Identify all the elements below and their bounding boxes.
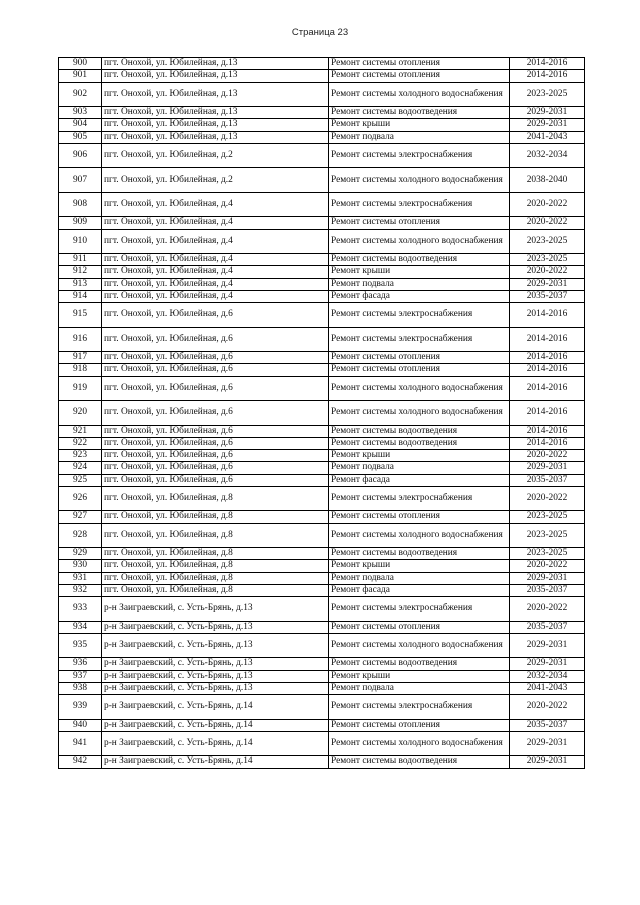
address-cell: р-н Заиграевский, с. Усть-Брянь, д.13 xyxy=(102,658,329,670)
address-cell: пгт. Онохой, ул. Юбилейная, д.4 xyxy=(102,278,329,290)
period-cell: 2023-2025 xyxy=(510,511,585,523)
period-cell: 2014-2016 xyxy=(510,401,585,426)
row-number: 935 xyxy=(59,633,102,658)
row-number: 924 xyxy=(59,462,102,474)
work-type-cell: Ремонт крыши xyxy=(329,119,510,131)
table-row xyxy=(59,327,585,352)
work-type-cell: Ремонт системы электроснабжения xyxy=(329,695,510,720)
work-type-cell: Ремонт фасада xyxy=(329,584,510,596)
table-row xyxy=(59,119,585,131)
period-cell: 2029-2031 xyxy=(510,633,585,658)
row-number: 919 xyxy=(59,376,102,401)
table-row xyxy=(59,192,585,217)
period-cell: 2041-2043 xyxy=(510,682,585,694)
period-cell: 2014-2016 xyxy=(510,327,585,352)
row-number: 938 xyxy=(59,682,102,694)
repair-schedule-table xyxy=(58,57,585,769)
work-type-cell: Ремонт системы холодного водоснабжения xyxy=(329,229,510,254)
table-row xyxy=(59,572,585,584)
table-row xyxy=(59,548,585,560)
period-cell: 2023-2025 xyxy=(510,548,585,560)
table-body xyxy=(59,58,585,769)
work-type-cell: Ремонт системы холодного водоснабжения xyxy=(329,523,510,548)
address-cell: р-н Заиграевский, с. Усть-Брянь, д.13 xyxy=(102,670,329,682)
period-cell: 2029-2031 xyxy=(510,731,585,756)
row-number: 933 xyxy=(59,597,102,622)
work-type-cell: Ремонт системы водоотведения xyxy=(329,107,510,119)
address-cell: пгт. Онохой, ул. Юбилейная, д.2 xyxy=(102,143,329,168)
table-row xyxy=(59,756,585,768)
address-cell: пгт. Онохой, ул. Юбилейная, д.6 xyxy=(102,425,329,437)
table-row xyxy=(59,695,585,720)
work-type-cell: Ремонт крыши xyxy=(329,670,510,682)
work-type-cell: Ремонт системы отопления xyxy=(329,58,510,70)
address-cell: пгт. Онохой, ул. Юбилейная, д.8 xyxy=(102,523,329,548)
address-cell: пгт. Онохой, ул. Юбилейная, д.4 xyxy=(102,229,329,254)
page-number-header: Страница 23 xyxy=(291,27,349,38)
period-cell: 2029-2031 xyxy=(510,119,585,131)
address-cell: пгт. Онохой, ул. Юбилейная, д.4 xyxy=(102,192,329,217)
period-cell: 2020-2022 xyxy=(510,486,585,511)
table-row xyxy=(59,682,585,694)
period-cell: 2020-2022 xyxy=(510,217,585,229)
row-number: 917 xyxy=(59,352,102,364)
table-row xyxy=(59,474,585,486)
row-number: 929 xyxy=(59,548,102,560)
work-type-cell: Ремонт системы электроснабжения xyxy=(329,597,510,622)
row-number: 912 xyxy=(59,266,102,278)
work-type-cell: Ремонт фасада xyxy=(329,474,510,486)
table-row xyxy=(59,290,585,302)
work-type-cell: Ремонт системы электроснабжения xyxy=(329,303,510,328)
table-row xyxy=(59,352,585,364)
period-cell: 2029-2031 xyxy=(510,658,585,670)
work-type-cell: Ремонт системы водоотведения xyxy=(329,756,510,768)
row-number: 909 xyxy=(59,217,102,229)
address-cell: пгт. Онохой, ул. Юбилейная, д.8 xyxy=(102,584,329,596)
address-cell: пгт. Онохой, ул. Юбилейная, д.6 xyxy=(102,450,329,462)
row-number: 939 xyxy=(59,695,102,720)
row-number: 942 xyxy=(59,756,102,768)
period-cell: 2020-2022 xyxy=(510,597,585,622)
work-type-cell: Ремонт системы холодного водоснабжения xyxy=(329,376,510,401)
address-cell: пгт. Онохой, ул. Юбилейная, д.2 xyxy=(102,168,329,193)
table-row xyxy=(59,364,585,376)
work-type-cell: Ремонт системы холодного водоснабжения xyxy=(329,401,510,426)
table-row xyxy=(59,70,585,82)
row-number: 914 xyxy=(59,290,102,302)
table-row xyxy=(59,401,585,426)
row-number: 926 xyxy=(59,486,102,511)
period-cell: 2035-2037 xyxy=(510,474,585,486)
table-row xyxy=(59,278,585,290)
period-cell: 2020-2022 xyxy=(510,192,585,217)
table-row xyxy=(59,462,585,474)
address-cell: пгт. Онохой, ул. Юбилейная, д.6 xyxy=(102,352,329,364)
table-row xyxy=(59,658,585,670)
table-row xyxy=(59,58,585,70)
row-number: 936 xyxy=(59,658,102,670)
table-row xyxy=(59,229,585,254)
row-number: 905 xyxy=(59,131,102,143)
work-type-cell: Ремонт системы водоотведения xyxy=(329,437,510,449)
period-cell: 2014-2016 xyxy=(510,58,585,70)
table-row xyxy=(59,266,585,278)
work-type-cell: Ремонт системы отопления xyxy=(329,70,510,82)
work-type-cell: Ремонт подвала xyxy=(329,682,510,694)
period-cell: 2038-2040 xyxy=(510,168,585,193)
table-row xyxy=(59,731,585,756)
address-cell: пгт. Онохой, ул. Юбилейная, д.13 xyxy=(102,82,329,107)
address-cell: р-н Заиграевский, с. Усть-Брянь, д.13 xyxy=(102,682,329,694)
row-number: 907 xyxy=(59,168,102,193)
address-cell: пгт. Онохой, ул. Юбилейная, д.13 xyxy=(102,119,329,131)
address-cell: пгт. Онохой, ул. Юбилейная, д.8 xyxy=(102,511,329,523)
row-number: 903 xyxy=(59,107,102,119)
work-type-cell: Ремонт системы водоотведения xyxy=(329,425,510,437)
work-type-cell: Ремонт системы электроснабжения xyxy=(329,327,510,352)
table-row xyxy=(59,217,585,229)
table-row xyxy=(59,254,585,266)
row-number: 922 xyxy=(59,437,102,449)
row-number: 940 xyxy=(59,719,102,731)
work-type-cell: Ремонт системы отопления xyxy=(329,364,510,376)
address-cell: пгт. Онохой, ул. Юбилейная, д.6 xyxy=(102,327,329,352)
address-cell: пгт. Онохой, ул. Юбилейная, д.4 xyxy=(102,217,329,229)
work-type-cell: Ремонт подвала xyxy=(329,131,510,143)
address-cell: пгт. Онохой, ул. Юбилейная, д.4 xyxy=(102,290,329,302)
address-cell: пгт. Онохой, ул. Юбилейная, д.8 xyxy=(102,548,329,560)
work-type-cell: Ремонт подвала xyxy=(329,572,510,584)
period-cell: 2014-2016 xyxy=(510,70,585,82)
work-type-cell: Ремонт системы электроснабжения xyxy=(329,486,510,511)
work-type-cell: Ремонт системы отопления xyxy=(329,217,510,229)
row-number: 923 xyxy=(59,450,102,462)
address-cell: р-н Заиграевский, с. Усть-Брянь, д.13 xyxy=(102,621,329,633)
work-type-cell: Ремонт подвала xyxy=(329,462,510,474)
period-cell: 2023-2025 xyxy=(510,523,585,548)
period-cell: 2029-2031 xyxy=(510,572,585,584)
address-cell: пгт. Онохой, ул. Юбилейная, д.6 xyxy=(102,474,329,486)
address-cell: пгт. Онохой, ул. Юбилейная, д.6 xyxy=(102,376,329,401)
table-row xyxy=(59,303,585,328)
period-cell: 2029-2031 xyxy=(510,107,585,119)
period-cell: 2023-2025 xyxy=(510,82,585,107)
address-cell: р-н Заиграевский, с. Усть-Брянь, д.14 xyxy=(102,731,329,756)
address-cell: р-н Заиграевский, с. Усть-Брянь, д.14 xyxy=(102,756,329,768)
row-number: 911 xyxy=(59,254,102,266)
period-cell: 2014-2016 xyxy=(510,425,585,437)
address-cell: пгт. Онохой, ул. Юбилейная, д.13 xyxy=(102,107,329,119)
work-type-cell: Ремонт системы отопления xyxy=(329,719,510,731)
table-row xyxy=(59,486,585,511)
row-number: 925 xyxy=(59,474,102,486)
address-cell: р-н Заиграевский, с. Усть-Брянь, д.14 xyxy=(102,719,329,731)
period-cell: 2035-2037 xyxy=(510,621,585,633)
row-number: 913 xyxy=(59,278,102,290)
work-type-cell: Ремонт системы отопления xyxy=(329,511,510,523)
work-type-cell: Ремонт системы холодного водоснабжения xyxy=(329,633,510,658)
table-row xyxy=(59,560,585,572)
table-row xyxy=(59,597,585,622)
work-type-cell: Ремонт системы отопления xyxy=(329,352,510,364)
period-cell: 2020-2022 xyxy=(510,560,585,572)
table-row xyxy=(59,621,585,633)
row-number: 921 xyxy=(59,425,102,437)
period-cell: 2014-2016 xyxy=(510,303,585,328)
table-row xyxy=(59,584,585,596)
table-row xyxy=(59,719,585,731)
work-type-cell: Ремонт системы водоотведения xyxy=(329,548,510,560)
address-cell: пгт. Онохой, ул. Юбилейная, д.8 xyxy=(102,572,329,584)
work-type-cell: Ремонт системы водоотведения xyxy=(329,254,510,266)
work-type-cell: Ремонт подвала xyxy=(329,278,510,290)
work-type-cell: Ремонт системы холодного водоснабжения xyxy=(329,731,510,756)
work-type-cell: Ремонт системы отопления xyxy=(329,621,510,633)
period-cell: 2020-2022 xyxy=(510,266,585,278)
row-number: 901 xyxy=(59,70,102,82)
table-row xyxy=(59,131,585,143)
table-row xyxy=(59,523,585,548)
table-row xyxy=(59,107,585,119)
period-cell: 2014-2016 xyxy=(510,437,585,449)
row-number: 902 xyxy=(59,82,102,107)
period-cell: 2020-2022 xyxy=(510,695,585,720)
table-row xyxy=(59,450,585,462)
work-type-cell: Ремонт фасада xyxy=(329,290,510,302)
address-cell: пгт. Онохой, ул. Юбилейная, д.8 xyxy=(102,560,329,572)
table-row xyxy=(59,670,585,682)
table-row xyxy=(59,511,585,523)
table-row xyxy=(59,82,585,107)
period-cell: 2035-2037 xyxy=(510,719,585,731)
address-cell: р-н Заиграевский, с. Усть-Брянь, д.13 xyxy=(102,633,329,658)
row-number: 934 xyxy=(59,621,102,633)
period-cell: 2014-2016 xyxy=(510,376,585,401)
address-cell: р-н Заиграевский, с. Усть-Брянь, д.13 xyxy=(102,597,329,622)
period-cell: 2020-2022 xyxy=(510,450,585,462)
row-number: 927 xyxy=(59,511,102,523)
period-cell: 2014-2016 xyxy=(510,364,585,376)
address-cell: пгт. Онохой, ул. Юбилейная, д.6 xyxy=(102,303,329,328)
row-number: 906 xyxy=(59,143,102,168)
work-type-cell: Ремонт крыши xyxy=(329,560,510,572)
work-type-cell: Ремонт системы электроснабжения xyxy=(329,192,510,217)
row-number: 904 xyxy=(59,119,102,131)
address-cell: пгт. Онохой, ул. Юбилейная, д.6 xyxy=(102,364,329,376)
row-number: 932 xyxy=(59,584,102,596)
row-number: 920 xyxy=(59,401,102,426)
table-row xyxy=(59,437,585,449)
row-number: 937 xyxy=(59,670,102,682)
row-number: 908 xyxy=(59,192,102,217)
period-cell: 2029-2031 xyxy=(510,756,585,768)
period-cell: 2023-2025 xyxy=(510,229,585,254)
period-cell: 2035-2037 xyxy=(510,584,585,596)
period-cell: 2041-2043 xyxy=(510,131,585,143)
table-row xyxy=(59,633,585,658)
period-cell: 2035-2037 xyxy=(510,290,585,302)
period-cell: 2023-2025 xyxy=(510,254,585,266)
period-cell: 2029-2031 xyxy=(510,278,585,290)
address-cell: пгт. Онохой, ул. Юбилейная, д.4 xyxy=(102,266,329,278)
address-cell: пгт. Онохой, ул. Юбилейная, д.6 xyxy=(102,437,329,449)
address-cell: р-н Заиграевский, с. Усть-Брянь, д.14 xyxy=(102,695,329,720)
address-cell: пгт. Онохой, ул. Юбилейная, д.8 xyxy=(102,486,329,511)
work-type-cell: Ремонт системы электроснабжения xyxy=(329,143,510,168)
row-number: 915 xyxy=(59,303,102,328)
address-cell: пгт. Онохой, ул. Юбилейная, д.13 xyxy=(102,131,329,143)
period-cell: 2032-2034 xyxy=(510,143,585,168)
address-cell: пгт. Онохой, ул. Юбилейная, д.6 xyxy=(102,462,329,474)
address-cell: пгт. Онохой, ул. Юбилейная, д.13 xyxy=(102,58,329,70)
table-row xyxy=(59,376,585,401)
table-row xyxy=(59,425,585,437)
work-type-cell: Ремонт системы холодного водоснабжения xyxy=(329,82,510,107)
period-cell: 2014-2016 xyxy=(510,352,585,364)
period-cell: 2029-2031 xyxy=(510,462,585,474)
work-type-cell: Ремонт крыши xyxy=(329,450,510,462)
table-row xyxy=(59,143,585,168)
table-row xyxy=(59,168,585,193)
row-number: 900 xyxy=(59,58,102,70)
work-type-cell: Ремонт системы холодного водоснабжения xyxy=(329,168,510,193)
address-cell: пгт. Онохой, ул. Юбилейная, д.6 xyxy=(102,401,329,426)
row-number: 930 xyxy=(59,560,102,572)
period-cell: 2032-2034 xyxy=(510,670,585,682)
address-cell: пгт. Онохой, ул. Юбилейная, д.13 xyxy=(102,70,329,82)
row-number: 928 xyxy=(59,523,102,548)
address-cell: пгт. Онохой, ул. Юбилейная, д.4 xyxy=(102,254,329,266)
row-number: 931 xyxy=(59,572,102,584)
row-number: 916 xyxy=(59,327,102,352)
row-number: 910 xyxy=(59,229,102,254)
work-type-cell: Ремонт крыши xyxy=(329,266,510,278)
work-type-cell: Ремонт системы водоотведения xyxy=(329,658,510,670)
row-number: 941 xyxy=(59,731,102,756)
row-number: 918 xyxy=(59,364,102,376)
